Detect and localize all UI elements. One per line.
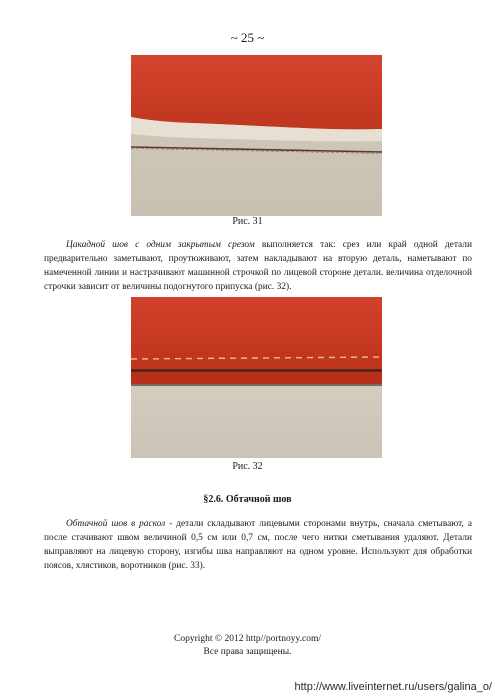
section-heading: §2.6. Обтачной шов bbox=[203, 494, 292, 505]
paragraph-welted-seam bbox=[44, 238, 472, 294]
fabric-photo-31 bbox=[131, 55, 382, 216]
footer-copyright: Copyright © 2012 http//portnoyy.com/ bbox=[174, 634, 321, 644]
fabric-seam-image bbox=[131, 55, 382, 216]
figure-caption-31: Рис. 31 bbox=[232, 216, 263, 227]
fabric-seam-image bbox=[131, 297, 382, 458]
term-welted-seam: Цакадной шов с одним закрытым срезом bbox=[66, 240, 255, 250]
figure-caption-32: Рис. 32 bbox=[232, 461, 263, 472]
paragraph-welted-seam-text: выполняется так: срез или край одной детали предварительно заметывают, проутюживают, затем накладывают на вторую деталь, наметывают по намеченной линии и настрачивают машинной строчкой по лицевой стороне детали. величина отделочной строчки зависит от величины подогнутого припуска (рис. 32). bbox=[44, 240, 472, 292]
fabric-photo-32 bbox=[131, 297, 382, 458]
footer-rights: Все права защищены. bbox=[203, 647, 292, 657]
page-number: ~ 25 ~ bbox=[230, 30, 265, 45]
paragraph-facing-seam-text: - детали складывают лицевыми сторонами внутрь, сначала сметывают, а после стачивают швом величиной 0,5 см или 0,7 см, после чего нитки сметывания удаляют. Детали выправляют на лицевую сторону, изгибы шва направляют на одном уровне. Используют для обработки поясов, хлястиков, воротников (рис. 33). bbox=[44, 519, 472, 571]
paragraph-facing-seam bbox=[44, 517, 472, 573]
term-facing-seam: Обтачной шов в раскол bbox=[66, 519, 166, 529]
watermark-url: http://www.liveinternet.ru/users/galina_o/ bbox=[294, 681, 492, 693]
